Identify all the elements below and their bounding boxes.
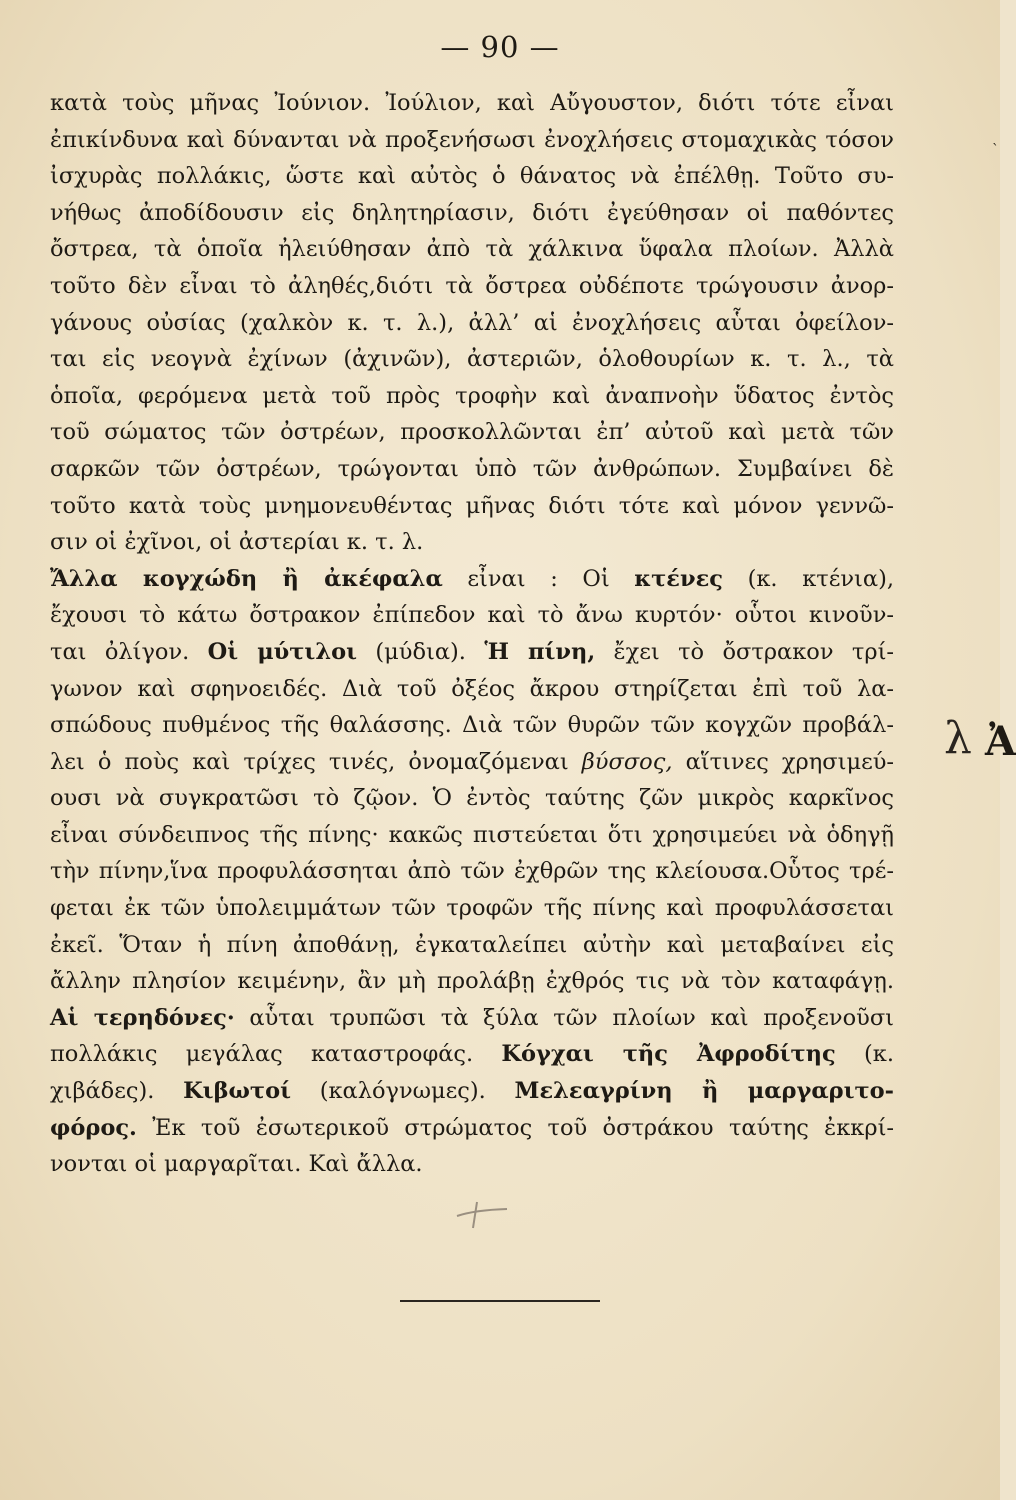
body-text — [50, 85, 894, 1183]
text-line — [50, 927, 894, 964]
text-line — [50, 634, 894, 671]
text-segment: ἐκεῖ. Ὅταν ἡ πίνη ἀποθάνῃ, ἐγκαταλείπει αὐτὴν καὶ μεταβαίνει εἰς — [50, 931, 894, 958]
bold-term: Αἱ τερηδόνες· — [50, 1004, 235, 1031]
text-segment: ἰσχυρὰς πολλάκις, ὥστε καὶ αὐτὸς ὁ θάνατος νὰ ἐπέλθῃ. Τοῦτο συ- — [50, 163, 894, 190]
text-segment: πολλάκις μεγάλας καταστροφάς. — [50, 1041, 502, 1068]
text-line — [50, 1146, 894, 1183]
text-line — [50, 890, 894, 927]
text-segment: ἄλλην πλησίον κειμένην, ἂν μὴ προλάβῃ ἐχθρός τις νὰ τὸν καταφάγῃ. — [50, 968, 894, 995]
bold-term: Ἡ πίνη, — [484, 638, 596, 665]
text-segment: ουσι νὰ συγκρατῶσι τὸ ζῷον. Ὁ ἐντὸς ταύτης ζῶν μικρὸς καρκῖνος — [50, 785, 894, 812]
bold-term: κτένες — [634, 565, 723, 592]
text-segment: Ἐκ τοῦ ἐσωτερικοῦ στρώματος τοῦ ὀστράκου ταύτης ἐκκρί- — [136, 1114, 894, 1141]
text-line — [50, 671, 894, 708]
text-line — [50, 963, 894, 1000]
text-segment: (καλόγνωμες). — [290, 1078, 515, 1105]
text-segment: λει ὁ ποὺς καὶ τρίχες τινές, ὀνομαζόμεναι — [50, 748, 582, 775]
text-segment: ἔχουσι τὸ κάτω ὄστρακον ἐπίπεδον καὶ τὸ ἄνω κυρτόν· οὗτοι κινοῦν- — [50, 602, 894, 629]
text-line — [50, 195, 894, 232]
text-segment: σιν οἱ ἐχῖνοι, οἱ ἀστερίαι κ. τ. λ. — [50, 529, 424, 556]
text-segment: ὄστρεα, τὰ ὁποῖα ἠλειύθησαν ἀπὸ τὰ χάλκινα ὕφαλα πλοίων. Ἀλλὰ — [50, 236, 894, 263]
text-line — [50, 853, 894, 890]
text-line — [50, 488, 894, 525]
text-segment: σαρκῶν τῶν ὀστρέων, τρώγονται ὑπὸ τῶν ἀνθρώπων. Συμβαίνει δὲ — [50, 455, 894, 482]
text-line — [50, 305, 894, 342]
text-line — [50, 158, 894, 195]
text-segment: εἶναι : Οἱ — [442, 565, 635, 592]
text-segment: τοῦτο δὲν εἶναι τὸ ἀληθές,διότι τὰ ὄστρεα οὐδέποτε τρώγουσιν ἀνορ- — [50, 272, 894, 299]
text-line — [50, 451, 894, 488]
text-line — [50, 597, 894, 634]
text-segment: νήθως ἀποδίδουσιν εἰς δηλητηρίασιν, διότι ἐγεύθησαν οἱ παθόντες — [50, 199, 894, 226]
text-line — [50, 268, 894, 305]
text-segment: ἔχει τὸ ὄστρακον τρί- — [595, 638, 894, 665]
bold-term: Οἱ μύτιλοι — [207, 638, 357, 665]
text-line — [50, 1000, 894, 1037]
italic-term: βύσσος, — [581, 748, 673, 775]
text-segment: νονται οἱ μαργαρῖται. Καὶ ἄλλα. — [50, 1151, 423, 1178]
text-segment: ται εἰς νεογνὰ ἐχίνων (ἀχινῶν), ἀστεριῶν, ὁλοθουρίων κ. τ. λ., τὰ — [50, 346, 894, 373]
text-line — [50, 122, 894, 159]
text-line — [50, 231, 894, 268]
bold-term: Μελεαγρίνη ἢ μαργαριτο- — [514, 1078, 894, 1105]
page-number: — 90 — — [440, 30, 560, 64]
text-line — [50, 707, 894, 744]
text-segment: κατὰ τοὺς μῆνας Ἰούνιον. Ἰούλιον, καὶ Αὔγουστον, διότι τότε εἶναι — [50, 90, 894, 116]
text-segment: τοῦτο κατὰ τοὺς μνημονευθέντας μῆνας διότι τότε καὶ μόνον γεννῶ- — [50, 492, 894, 519]
bold-term: Ἄλλα κογχώδη ἢ ἀκέφαλα — [50, 565, 443, 592]
text-line — [50, 414, 894, 451]
bold-term: φόρος. — [50, 1114, 137, 1141]
end-rule — [400, 1300, 600, 1302]
pencil-stroke-decoration — [455, 1200, 510, 1230]
margin-handwritten-mark: λ — [944, 713, 972, 764]
text-segment: γωνον καὶ σφηνοειδές. Διὰ τοῦ ὀξέος ἄκρου στηρίζεται ἐπὶ τοῦ λα- — [50, 675, 894, 702]
margin-tick-mark: ` — [992, 142, 999, 158]
text-segment: τὴν πίνην,ἵνα προφυλάσσηται ἀπὸ τῶν ἐχθρῶν της κλείουσα.Οὗτος τρέ- — [50, 858, 894, 885]
margin-printed-letter: Ἀ — [985, 718, 1016, 765]
text-segment: (μύδια). — [357, 638, 485, 665]
bold-term: Κόγχαι τῆς Ἀφροδίτης — [501, 1041, 836, 1068]
text-segment: ἐπικίνδυνα καὶ δύνανται νὰ προξενήσωσι ἐνοχλήσεις στομαχικὰς τόσον — [50, 126, 894, 153]
text-line — [50, 85, 894, 122]
text-segment: (κ. — [835, 1041, 894, 1068]
text-segment: αἵτινες χρησιμεύ- — [672, 748, 895, 775]
text-segment: ὁποῖα, φερόμενα μετὰ τοῦ πρὸς τροφὴν καὶ ἀναπνοὴν ὕδατος ἐντὸς — [50, 382, 894, 409]
text-line — [50, 817, 894, 854]
text-line — [50, 1073, 894, 1110]
text-segment: (κ. κτένια), — [722, 565, 894, 592]
text-segment: ται ὀλίγον. — [50, 638, 208, 665]
text-line — [50, 1036, 894, 1073]
text-segment: αὗται τρυπῶσι τὰ ξύλα τῶν πλοίων καὶ προξενοῦσι — [234, 1004, 894, 1031]
text-line — [50, 561, 894, 598]
bold-term: Κιβωτοί — [183, 1078, 291, 1105]
text-line — [50, 744, 894, 781]
text-segment: εἶναι σύνδειπνος τῆς πίνης· κακῶς πιστεύεται ὅτι χρησιμεύει νὰ ὁδηγῇ — [50, 821, 894, 848]
text-segment: φεται ἐκ τῶν ὑπολειμμάτων τῶν τροφῶν τῆς πίνης καὶ προφυλάσσεται — [50, 895, 894, 922]
text-line — [50, 524, 894, 561]
text-line — [50, 378, 894, 415]
text-line — [50, 1110, 894, 1147]
text-segment: τοῦ σώματος τῶν ὀστρέων, προσκολλῶνται ἐπ’ αὐτοῦ καὶ μετὰ τῶν — [50, 419, 894, 446]
text-line — [50, 341, 894, 378]
text-line — [50, 780, 894, 817]
text-segment: γάνους οὐσίας (χαλκὸν κ. τ. λ.), ἀλλ’ αἱ ἐνοχλήσεις αὗται ὀφείλον- — [50, 309, 894, 336]
text-segment: χιβάδες). — [50, 1078, 184, 1105]
text-segment: σπώδους πυθμένος τῆς θαλάσσης. Διὰ τῶν θυρῶν τῶν κογχῶν προβάλ- — [50, 712, 894, 739]
